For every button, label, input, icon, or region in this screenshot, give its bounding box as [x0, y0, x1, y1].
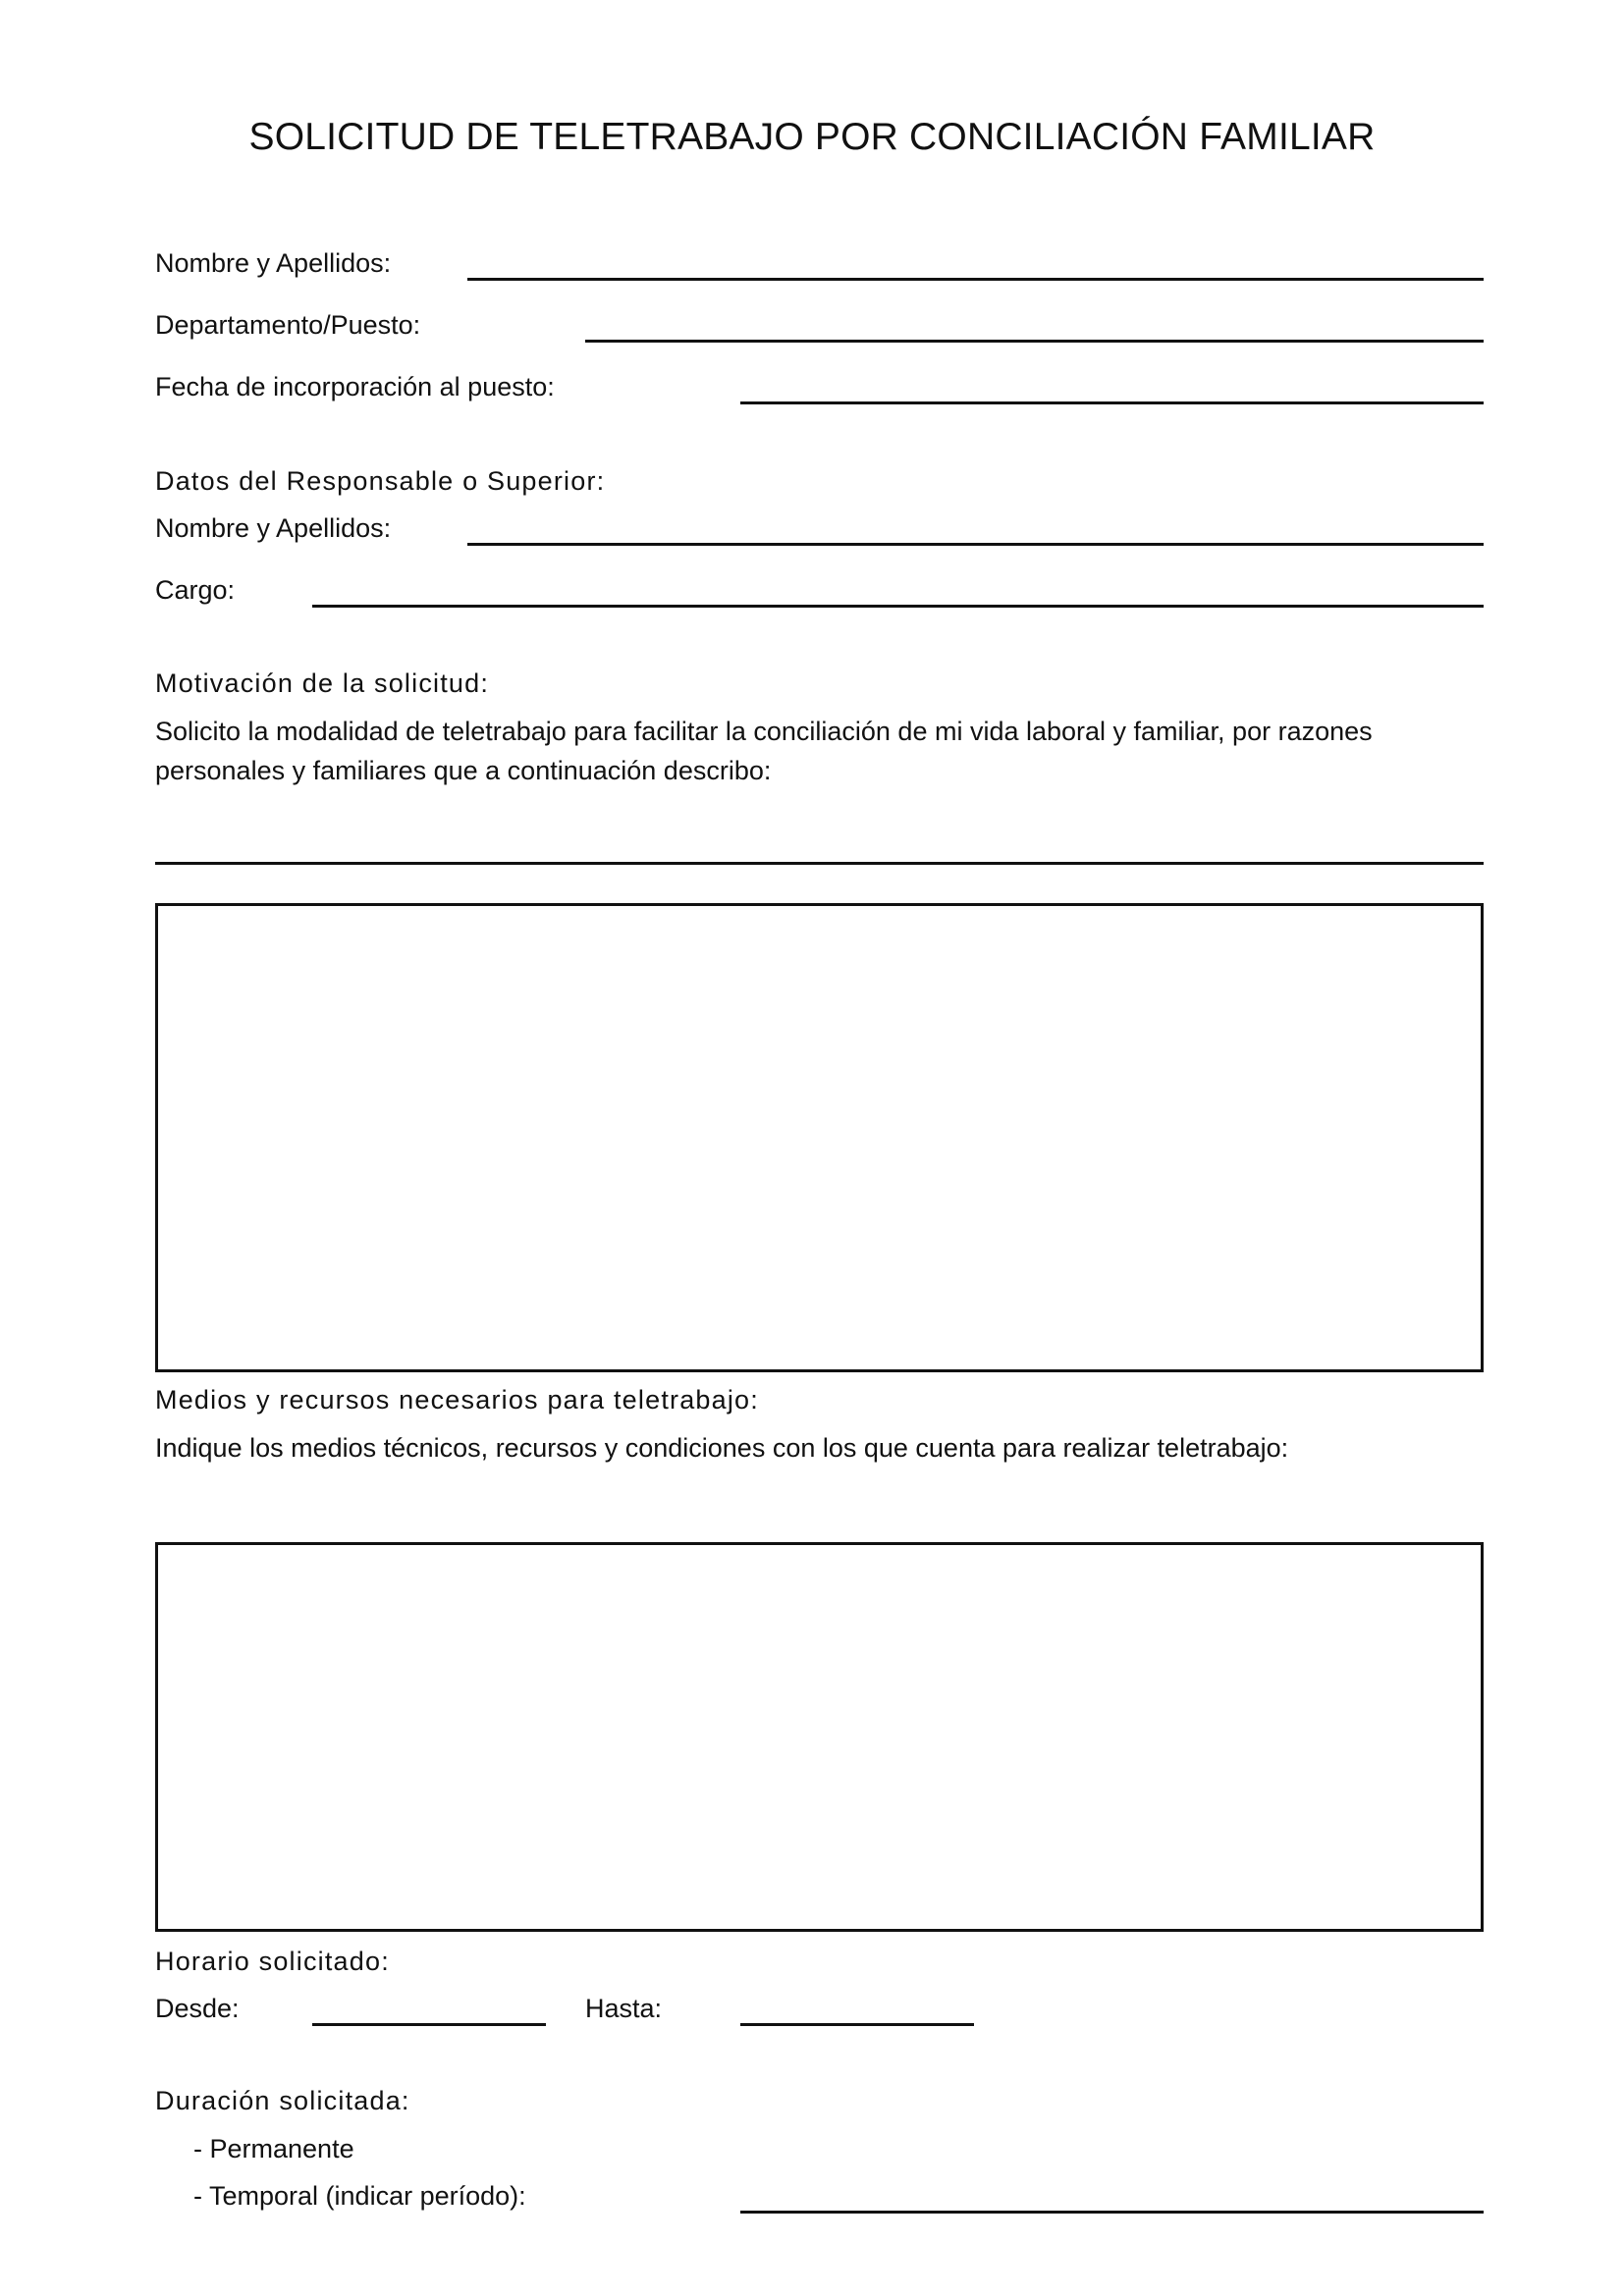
- temporary-period-field[interactable]: [740, 2211, 1484, 2214]
- department-field[interactable]: [585, 340, 1484, 343]
- schedule-from-input[interactable]: [312, 1989, 546, 2022]
- page-title: SOLICITUD DE TELETRABAJO POR CONCILIACIÓN FAMILIAR: [248, 116, 1376, 158]
- supervisor-position-field[interactable]: [312, 605, 1484, 608]
- motivation-line-input[interactable]: [155, 828, 1484, 861]
- supervisor-name-input[interactable]: [467, 508, 1484, 542]
- motivation-section-heading: Motivación de la solicitud:: [155, 668, 490, 698]
- schedule-to-input[interactable]: [740, 1989, 974, 2022]
- start-date-field[interactable]: [740, 401, 1484, 404]
- resources-description: Indique los medios técnicos, recursos y condiciones con los que cuenta para realizar teletrabajo:: [155, 1433, 1289, 1463]
- start-date-input[interactable]: [740, 367, 1484, 400]
- schedule-from-label: Desde:: [155, 1994, 240, 2023]
- motivation-line-field[interactable]: [155, 862, 1484, 865]
- supervisor-name-label: Nombre y Apellidos:: [155, 513, 392, 543]
- schedule-to-field[interactable]: [740, 2023, 974, 2026]
- resources-text-box[interactable]: [155, 1542, 1484, 1932]
- schedule-from-field[interactable]: [312, 2023, 546, 2026]
- department-label: Departamento/Puesto:: [155, 310, 421, 340]
- schedule-to-label: Hasta:: [585, 1994, 663, 2023]
- temporary-period-input[interactable]: [740, 2176, 1484, 2210]
- department-input[interactable]: [585, 305, 1484, 339]
- supervisor-section-heading: Datos del Responsable o Superior:: [155, 466, 606, 496]
- start-date-label: Fecha de incorporación al puesto:: [155, 372, 555, 401]
- schedule-section-heading: Horario solicitado:: [155, 1947, 390, 1976]
- duration-option-permanent[interactable]: - Permanente: [193, 2134, 354, 2163]
- motivation-textarea[interactable]: [158, 906, 1481, 1369]
- employee-name-label: Nombre y Apellidos:: [155, 248, 392, 278]
- motivation-text-box[interactable]: [155, 903, 1484, 1372]
- motivation-description: Solicito la modalidad de teletrabajo para facilitar la conciliación de mi vida laboral y familiar, por razones personales y familiares que a continuación describo:: [155, 717, 1373, 785]
- employee-name-input[interactable]: [467, 243, 1484, 277]
- employee-name-field[interactable]: [467, 278, 1484, 281]
- supervisor-name-field[interactable]: [467, 543, 1484, 546]
- duration-section-heading: Duración solicitada:: [155, 2086, 410, 2115]
- supervisor-position-label: Cargo:: [155, 575, 236, 605]
- duration-option-temporary[interactable]: - Temporal (indicar período):: [193, 2181, 526, 2211]
- supervisor-position-input[interactable]: [312, 570, 1484, 604]
- resources-section-heading: Medios y recursos necesarios para teletrabajo:: [155, 1385, 759, 1415]
- resources-textarea[interactable]: [158, 1545, 1481, 1929]
